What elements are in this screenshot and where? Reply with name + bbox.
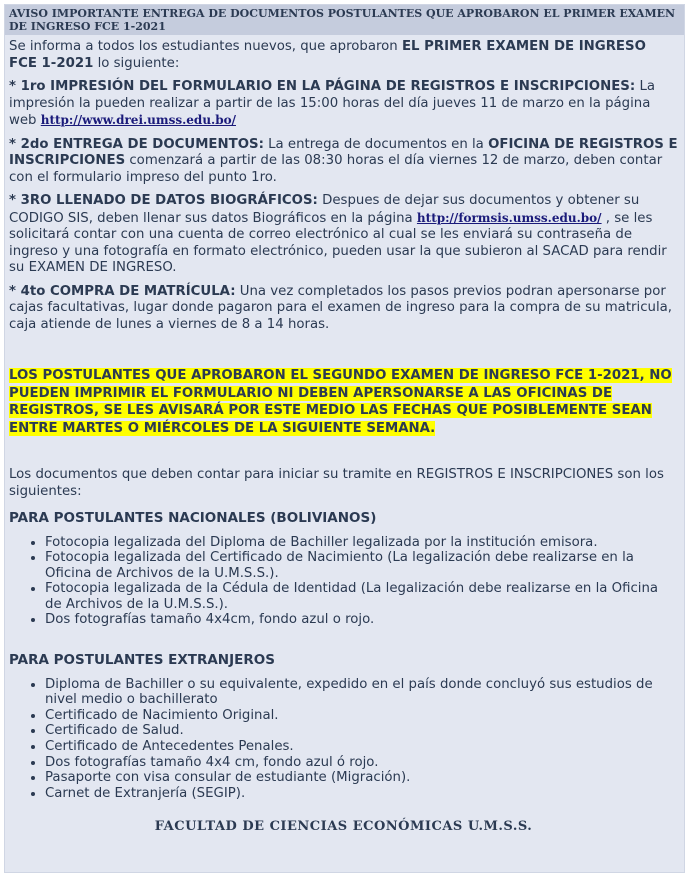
step-2-title: * 2do ENTREGA DE DOCUMENTOS: bbox=[9, 136, 264, 152]
step-4 bbox=[9, 284, 678, 334]
step-3-text-2: , se les solicitará contar con una cuenta de correo electrónico al cual se les enviará su contraseña de ingreso y una fotografía en formato electrónico, pueden usar la que subieron al SACAD para rendir su EXAMEN DE INGRESO. bbox=[9, 210, 667, 275]
formsis-link[interactable]: http://formsis.umss.edu.bo/ bbox=[416, 210, 602, 225]
nacionales-list bbox=[9, 535, 678, 629]
nacionales-heading: PARA POSTULANTES NACIONALES (BOLIVIANOS) bbox=[9, 510, 377, 526]
step-2 bbox=[9, 137, 678, 187]
intro-bold: EL PRIMER EXAMEN DE INGRESO FCE 1-2021 bbox=[9, 39, 646, 71]
announcement-body bbox=[5, 35, 684, 836]
step-1-title: * 1ro IMPRESIÓN DEL FORMULARIO EN LA PÁGINA DE REGISTROS E INSCRIPCIONES: bbox=[9, 79, 636, 94]
list-item: • Carnet de Extranjería (SEGIP). bbox=[45, 786, 678, 802]
intro-text-1: Se informa a todos los estudiantes nuevos, que aprobaron bbox=[9, 39, 402, 54]
list-item: • Certificado de Antecedentes Penales. bbox=[45, 739, 678, 755]
list-item: • Diploma de Bachiller o su equivalente, expedido en el país donde concluyó sus estudios de nivel medio o bachillerato bbox=[45, 677, 678, 708]
list-item: • Fotocopia legalizada del Certificado de Nacimiento (La legalización debe realizarse en la Oficina de Archivos de la U.M.S.S.). bbox=[45, 550, 678, 581]
extranjeros-list bbox=[9, 677, 678, 802]
highlighted-notice: LOS POSTULANTES QUE APROBARON EL SEGUNDO EXAMEN DE INGRESO FCE 1-2021, NO PUEDEN IMPRIMIR EL FORMULARIO NI DEBEN APERSONARSE A LAS OFICINAS DE REGISTROS, SE LES AVISARÁ POR ESTE MEDIO LAS FECHAS QUE POSIBLEMENTE SEAN ENTRE MARTES O MIÉRCOLES DE LA SIGUIENTE SEMANA. bbox=[9, 368, 672, 436]
step-3-text-1: Despues de dejar sus documentos y obtener su CODIGO SIS, deben llenar sus datos Biográficos en la página bbox=[9, 193, 640, 226]
list-item: • Fotocopia legalizada de la Cédula de Identidad (La legalización debe realizarse en la Oficina de Archivos de la U.M.S.S.). bbox=[45, 581, 678, 612]
step-3 bbox=[9, 193, 678, 277]
step-4-title: * 4to COMPRA DE MATRÍCULA: bbox=[9, 283, 236, 299]
intro-text-2: lo siguiente: bbox=[93, 55, 180, 71]
step-4-text: Una vez completados los pasos previos podran apersonarse por cajas facultativas, lugar donde pagaron para el examen de ingreso para la compra de su matricula, caja atiende de lunes a viernes de 8 a 14 horas. bbox=[9, 283, 673, 332]
step-2-text-2: comenzará a partir de las 08:30 horas el día viernes 12 de marzo, deben contar con el formulario impreso del punto 1ro. bbox=[9, 153, 663, 185]
list-item: • Certificado de Salud. bbox=[45, 723, 678, 739]
step-2-office: OFICINA DE REGISTROS E INSCRIPCIONES bbox=[9, 136, 678, 168]
step-2-text-1: La entrega de documentos en la bbox=[263, 136, 489, 152]
list-item: • Fotocopia legalizada del Diploma de Bachiller legalizada por la institución emisora. bbox=[45, 535, 678, 551]
notice-block bbox=[9, 367, 678, 437]
list-item: • Pasaporte con visa consular de estudiante (Migración). bbox=[45, 770, 678, 786]
announcement-panel bbox=[4, 4, 685, 873]
list-item: • Certificado de Nacimiento Original. bbox=[45, 708, 678, 724]
step-1 bbox=[9, 79, 678, 130]
documents-intro: Los documentos que deben contar para iniciar su tramite en REGISTROS E INSCRIPCIONES son los siguientes: bbox=[9, 467, 664, 499]
drei-link[interactable]: http://www.drei.umss.edu.bo/ bbox=[40, 113, 236, 127]
list-item: • Dos fotografías tamaño 4x4 cm, fondo azul ó rojo. bbox=[45, 755, 678, 771]
faculty-footer: FACULTAD DE CIENCIAS ECONÓMICAS U.M.S.S. bbox=[154, 819, 533, 835]
step-1-text: La impresión la pueden realizar a partir de las 15:00 horas del día jueves 11 de marzo en la página web bbox=[9, 79, 656, 128]
list-item: • Dos fotografías tamaño 4x4cm, fondo azul o rojo. bbox=[45, 612, 678, 628]
announcement-title: AVISO IMPORTANTE ENTREGA DE DOCUMENTOS POSTULANTES QUE APROBARON EL PRIMER EXAMEN DE INGRESO FCE 1-2021 bbox=[5, 5, 684, 35]
extranjeros-heading: PARA POSTULANTES EXTRANJEROS bbox=[9, 652, 275, 669]
step-3-title: * 3RO LLENADO DE DATOS BIOGRÁFICOS: bbox=[9, 193, 318, 208]
intro-paragraph bbox=[9, 39, 678, 72]
